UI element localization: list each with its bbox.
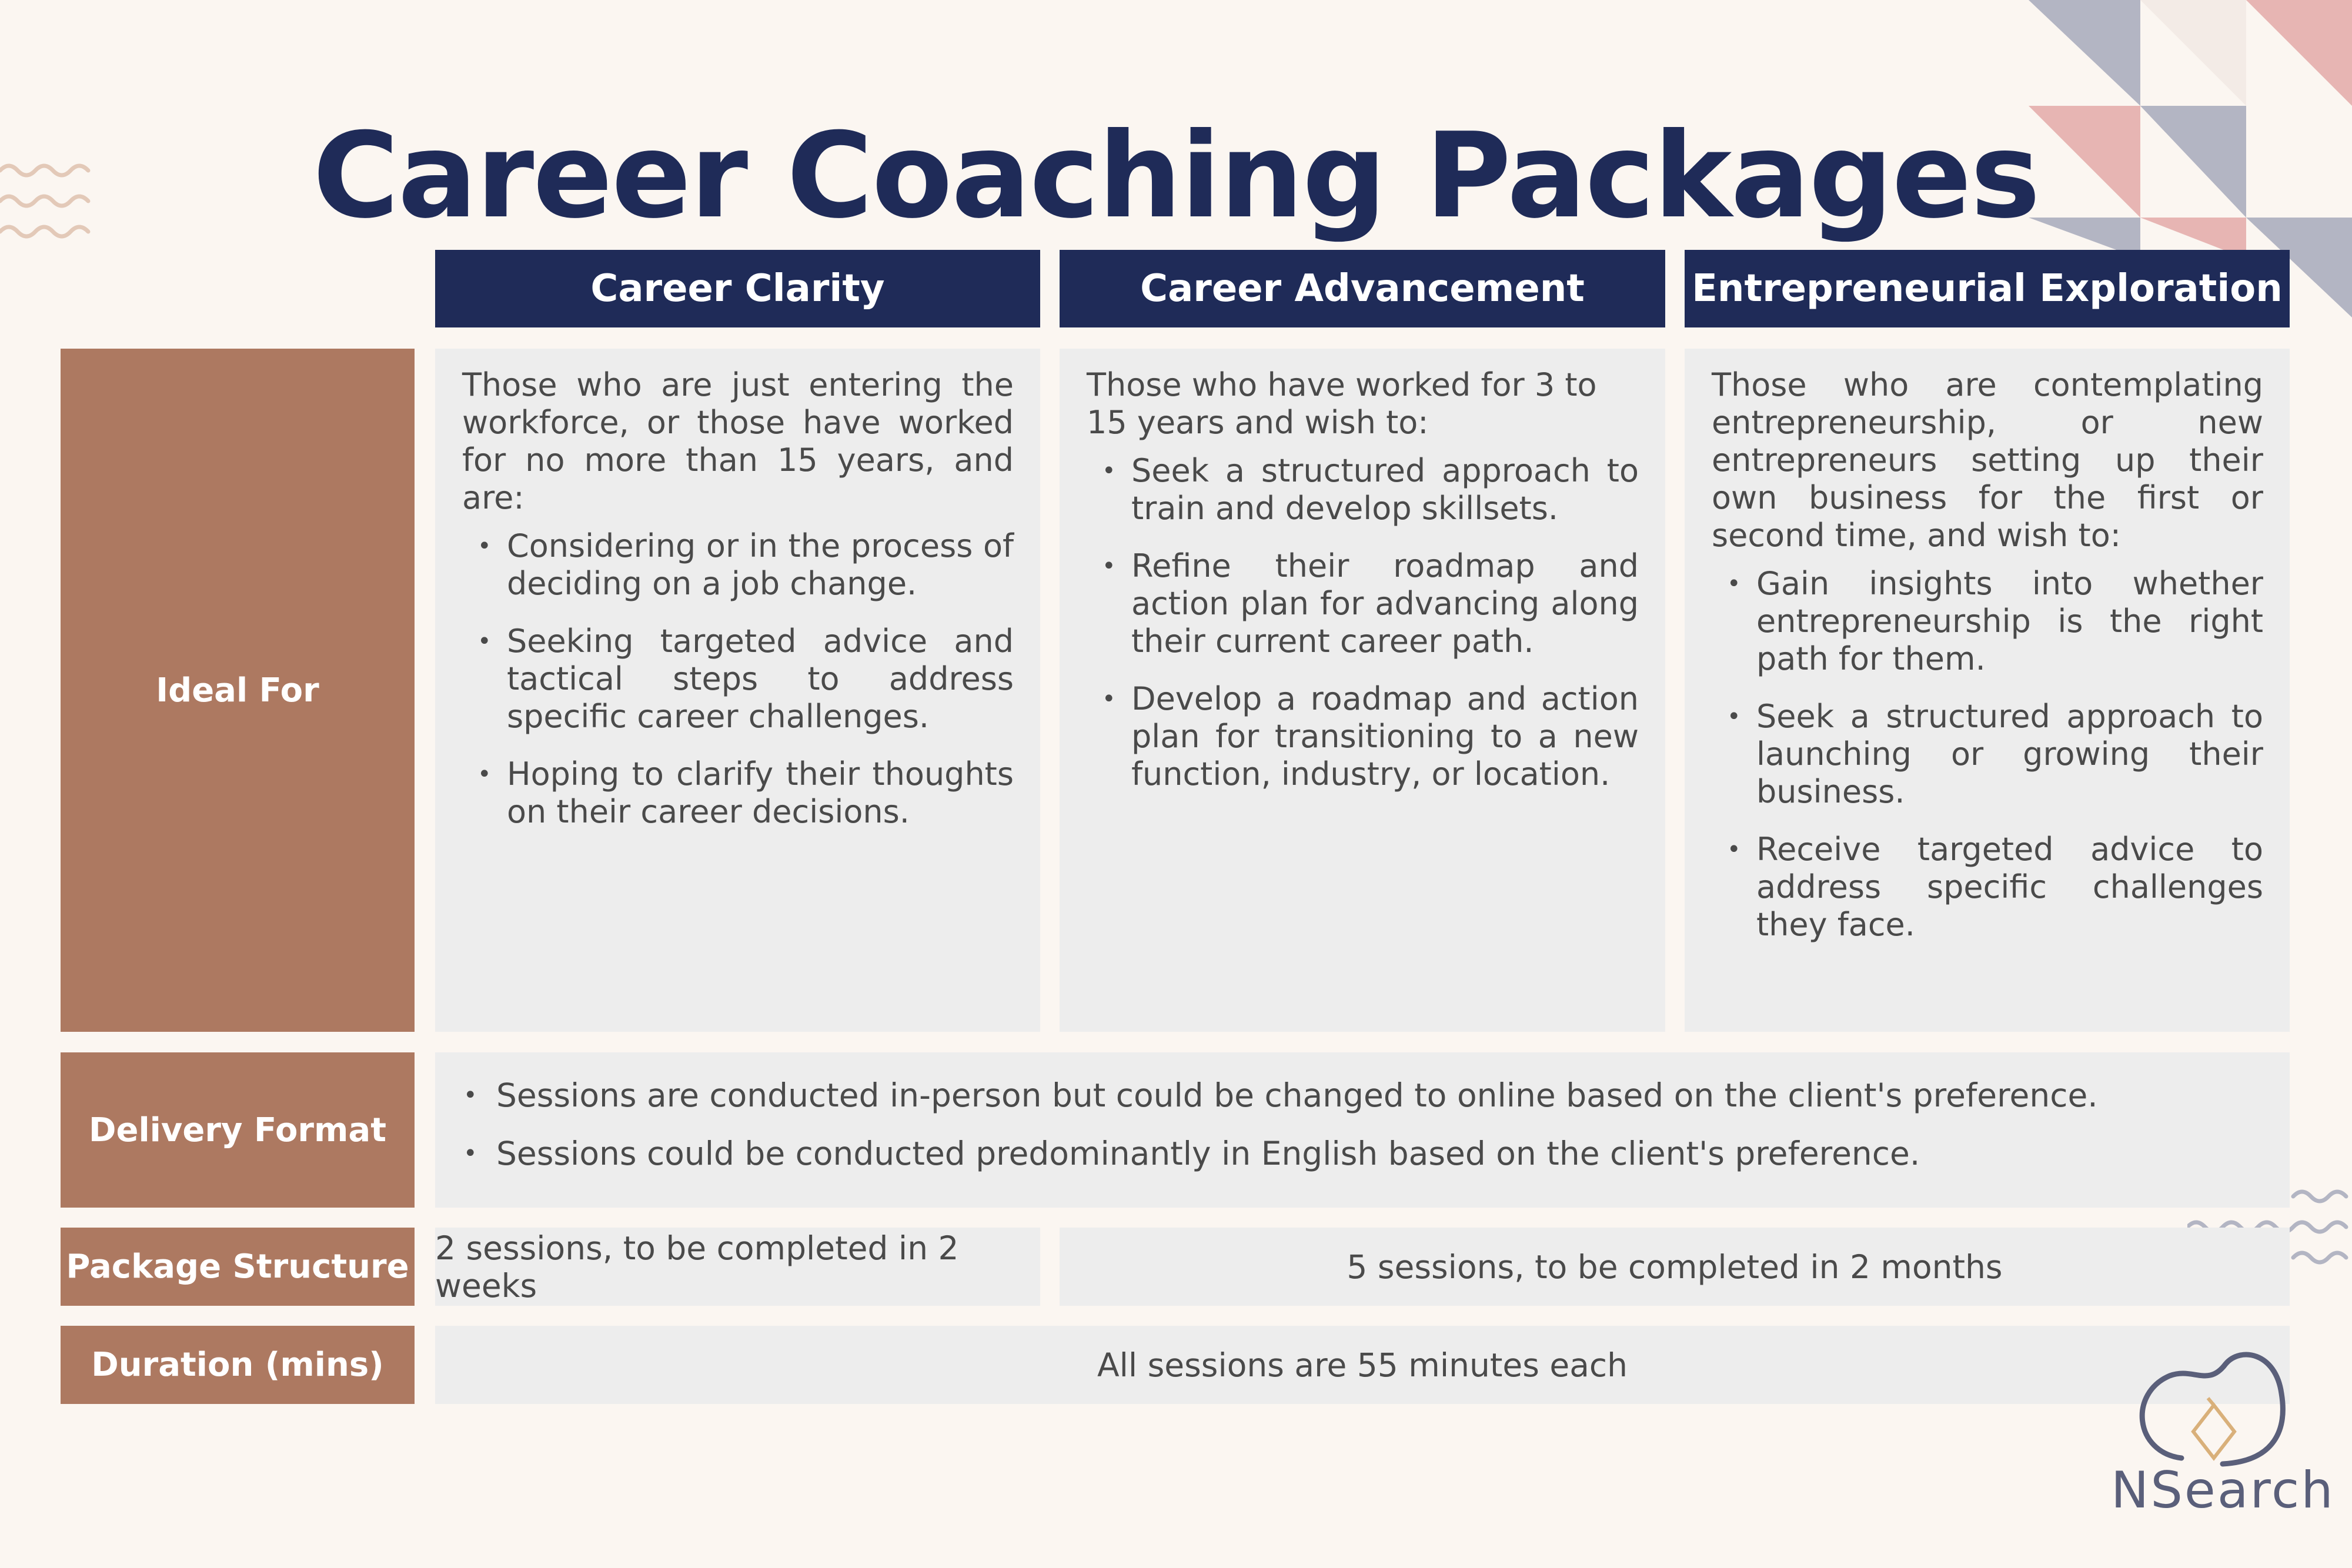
ideal-for-list xyxy=(462,527,1014,831)
row-label-package-structure: Package Structure xyxy=(61,1228,415,1306)
ideal-for-career-clarity xyxy=(435,349,1040,1032)
list-item: • Seek a structured approach to launching or growing their business. xyxy=(1712,698,2263,811)
row-label-ideal-for: Ideal For xyxy=(61,349,415,1032)
ideal-for-list xyxy=(1087,452,1639,793)
list-item: • Refine their roadmap and action plan for advancing along their current career path. xyxy=(1087,547,1639,660)
package-structure-other-packages: 5 sessions, to be completed in 2 months xyxy=(1060,1228,2290,1306)
ideal-for-intro: Those who are contemplating entrepreneurship, or new entrepreneurs setting up their own business for the first or second time, and wish to: xyxy=(1712,366,2263,554)
nsearch-logo xyxy=(2105,1340,2340,1529)
list-item: • Gain insights into whether entrepreneurship is the right path for them. xyxy=(1712,565,2263,678)
row-label-delivery-format: Delivery Format xyxy=(61,1052,415,1208)
ideal-for-career-advancement xyxy=(1060,349,1665,1032)
logo-mark-icon xyxy=(2105,1340,2340,1476)
package-structure-career-clarity: 2 sessions, to be completed in 2 weeks xyxy=(435,1228,1040,1306)
delivery-format-list xyxy=(435,1052,2290,1173)
list-item: • Seeking targeted advice and tactical steps to address specific career challenges. xyxy=(462,623,1014,735)
list-item: • Sessions could be conducted predominantly in English based on the client's preference. xyxy=(463,1134,2290,1173)
list-item: • Develop a roadmap and action plan for transitioning to a new function, industry, or location. xyxy=(1087,680,1639,793)
page-title: Career Coaching Packages xyxy=(312,108,2040,245)
list-item: • Considering or in the process of deciding on a job change. xyxy=(462,527,1014,603)
list-item: • Hoping to clarify their thoughts on their career decisions. xyxy=(462,755,1014,831)
column-header-career-advancement: Career Advancement xyxy=(1060,250,1665,327)
delivery-format-cell xyxy=(435,1052,2290,1208)
row-label-duration: Duration (mins) xyxy=(61,1326,415,1404)
list-item: • Receive targeted advice to address specific challenges they face. xyxy=(1712,831,2263,944)
duration-cell: All sessions are 55 minutes each xyxy=(435,1326,2290,1404)
ideal-for-entrepreneurial-exploration xyxy=(1685,349,2290,1032)
list-item: • Sessions are conducted in-person but could be changed to online based on the client's preference. xyxy=(463,1076,2290,1115)
ideal-for-intro: Those who are just entering the workforce, or those have worked for no more than 15 years, and are: xyxy=(462,366,1014,516)
column-header-career-clarity: Career Clarity xyxy=(435,250,1040,327)
ideal-for-intro: Those who have worked for 3 to 15 years and wish to: xyxy=(1087,366,1597,441)
ideal-for-list xyxy=(1712,565,2263,944)
list-item: • Seek a structured approach to train and develop skillsets. xyxy=(1087,452,1639,527)
logo-text: NSearch xyxy=(2111,1461,2335,1520)
column-header-entrepreneurial-exploration: Entrepreneurial Exploration xyxy=(1685,250,2290,327)
